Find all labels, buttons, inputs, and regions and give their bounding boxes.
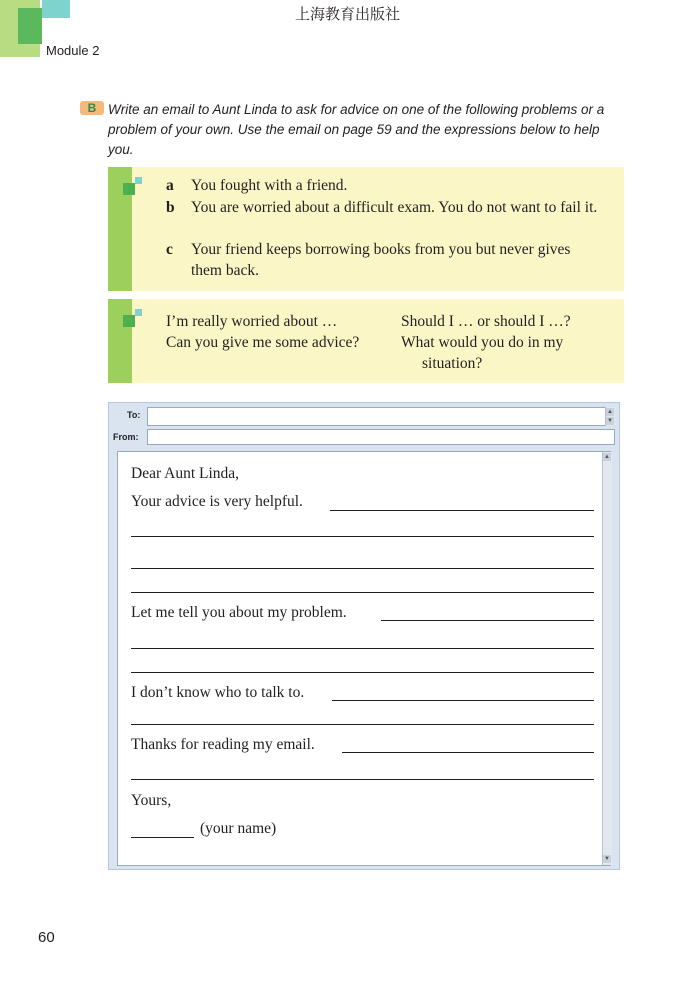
- writing-line[interactable]: [131, 648, 594, 649]
- email-body[interactable]: [117, 451, 611, 866]
- email-line-thanks: Thanks for reading my email.: [131, 736, 315, 753]
- from-field[interactable]: [147, 429, 615, 445]
- email-closing: Yours,: [131, 792, 172, 809]
- box-side-bar: [108, 299, 132, 383]
- problem-text: You are worried about a difficult exam. You do not want to fail it.: [191, 199, 598, 216]
- expression-4: What would you do in my: [401, 334, 564, 351]
- writing-line[interactable]: [330, 510, 594, 511]
- problem-letter: a: [166, 177, 174, 194]
- expression-2: Can you give me some advice?: [166, 334, 360, 351]
- from-label: From:: [113, 432, 139, 442]
- problem-letter: c: [166, 241, 173, 258]
- writing-line[interactable]: [131, 568, 594, 569]
- to-label: To:: [127, 410, 141, 420]
- scroll-down-arrow-icon[interactable]: ▼: [607, 418, 613, 424]
- writing-line[interactable]: [342, 752, 594, 753]
- problem-text: Your friend keeps borrowing books from you but never gives them back.: [191, 241, 571, 279]
- expressions-box: [108, 299, 624, 383]
- bullet-square-small-icon: [135, 177, 142, 184]
- problem-item-c: [166, 239, 606, 281]
- to-field[interactable]: [147, 407, 609, 426]
- writing-line[interactable]: [131, 779, 594, 780]
- writing-line[interactable]: [131, 592, 594, 593]
- expression-3: Should I … or should I …?: [401, 313, 571, 330]
- problems-box: [108, 167, 624, 291]
- problem-letter: b: [166, 199, 175, 216]
- bullet-square-icon: [123, 183, 135, 195]
- publisher-name: 上海教育出版社: [294, 5, 400, 23]
- bullet-square-icon: [123, 315, 135, 327]
- bullet-square-small-icon: [135, 309, 142, 316]
- writing-line[interactable]: [131, 724, 594, 725]
- expression-4-cont: situation?: [422, 355, 483, 372]
- problem-item-a: [166, 175, 606, 196]
- task-instruction: Write an email to Aunt Linda to ask for advice on one of the following problems or a problem of your own. Use the email on page 59 and the expressions below to help you.: [108, 102, 605, 157]
- email-line-advice: Your advice is very helpful.: [131, 493, 303, 510]
- scroll-down-arrow-icon[interactable]: ▼: [604, 856, 610, 862]
- module-label: Module 2: [46, 43, 100, 58]
- writing-line[interactable]: [131, 672, 594, 673]
- problem-item-b: [166, 197, 606, 239]
- writing-line[interactable]: [131, 536, 594, 537]
- task-badge: B: [80, 101, 104, 115]
- email-greeting: Dear Aunt Linda,: [131, 465, 240, 482]
- email-name-hint: (your name): [200, 820, 277, 837]
- writing-line[interactable]: [332, 700, 594, 701]
- to-field-scrollbar[interactable]: [605, 407, 615, 426]
- expression-1: I’m really worried about …: [166, 313, 338, 330]
- scroll-up-arrow-icon[interactable]: ▲: [604, 454, 610, 460]
- name-writing-line[interactable]: [131, 837, 194, 838]
- email-line-talk: I don’t know who to talk to.: [131, 684, 305, 701]
- email-window: [108, 402, 620, 870]
- problem-text: You fought with a friend.: [191, 177, 348, 194]
- page-number: 60: [38, 929, 55, 946]
- writing-line[interactable]: [381, 620, 594, 621]
- body-scrollbar[interactable]: [602, 452, 612, 865]
- scroll-up-arrow-icon[interactable]: ▲: [607, 409, 613, 415]
- email-line-problem: Let me tell you about my problem.: [131, 604, 347, 621]
